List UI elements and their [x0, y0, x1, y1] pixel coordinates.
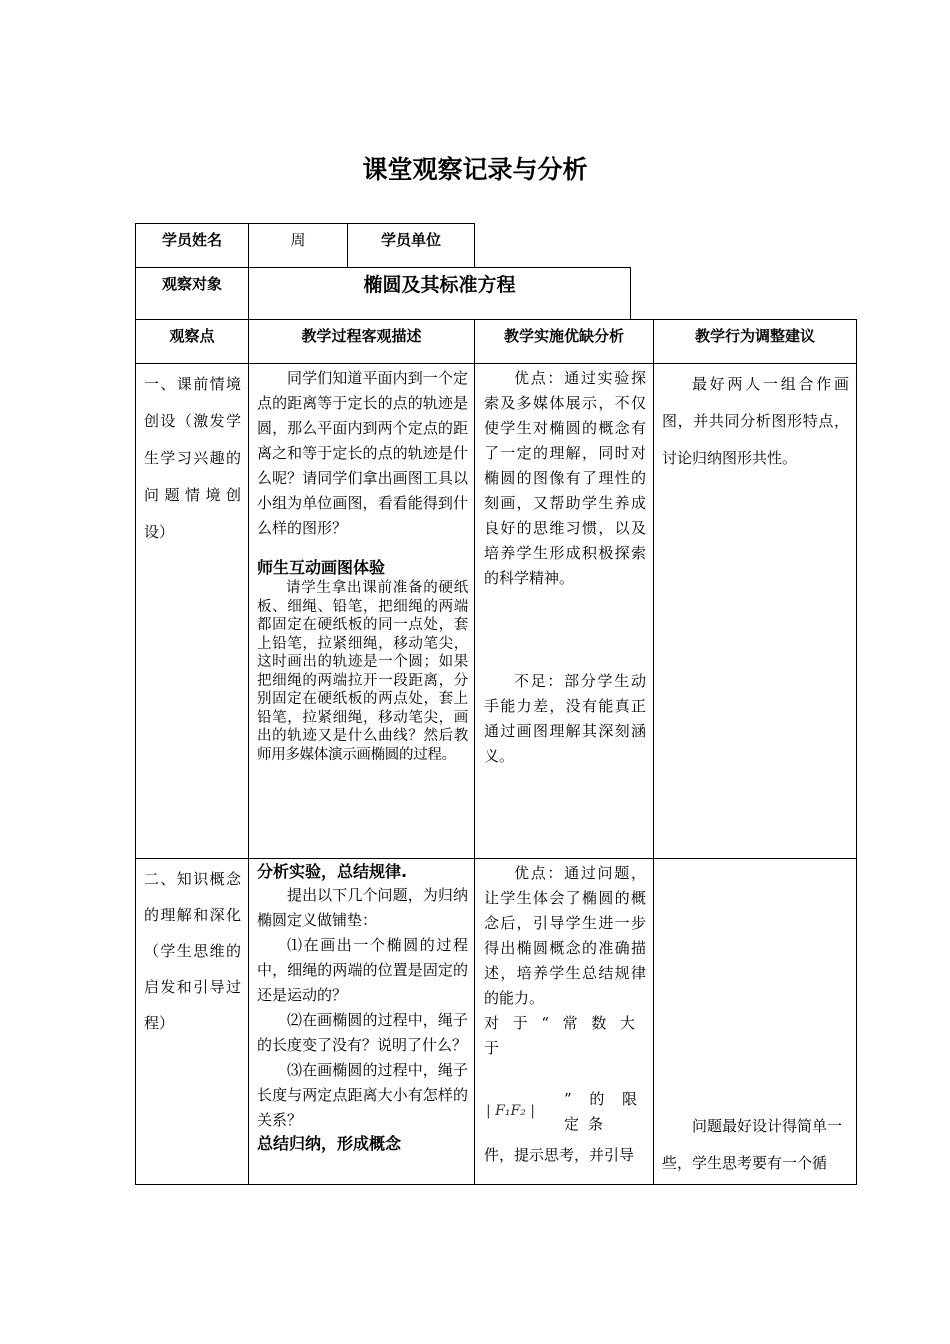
row1-analysis-pro: 优点：通过实验探索及多媒体展示，不仅使学生对椭圆的概念有了一定的理解，同时对椭圆的图像有了理性的刻画，又帮助学生养成良好的思维习惯，以及培养学生形成积极探索的科学精神。 — [484, 369, 646, 587]
row1-suggestion — [662, 366, 849, 477]
row2-analysis-line3: 件，提示思考，并引导 — [484, 1146, 635, 1164]
row1-suggestion-text: 最好两人一组合作画图，并共同分析图形特点，讨论归纳图形共性。 — [662, 375, 849, 467]
row1-analysis — [484, 366, 646, 769]
unit-label: 学员单位 — [380, 231, 441, 249]
row2-analysis-text: 优点：通过问题，让学生体会了椭圆的概念后，引导学生进一步得出椭圆概念的准确描述，培养学生总结规律的能力。 — [484, 864, 646, 1007]
header-suggestion: 教学行为调整建议 — [694, 327, 815, 345]
row1-process-heading: 师生互动画图体验 — [257, 558, 386, 577]
row1-process — [257, 366, 468, 764]
row2-analysis-line2b: ”的限定条 — [564, 1090, 646, 1133]
row2-suggestion-line2: 些，学生思考要有一个循 — [662, 1154, 828, 1172]
page-title: 课堂观察记录与分析 — [362, 155, 588, 184]
row2-question-2: ⑵在画椭圆的过程中，绳子的长度变了没有？说明了什么？ — [257, 1011, 468, 1054]
row2-process-intro: 提出以下几个问题，为归纳椭圆定义做铺垫： — [257, 886, 468, 929]
target-value: 椭圆及其标准方程 — [363, 274, 516, 296]
row1-process-detail: 请学生拿出课前准备的硬纸板、细绳、铅笔，把细绳的两端都固定在硬纸板的同一点处，套上铅笔，拉紧细绳，移动笔尖，这时画出的轨迹是一个圆；如果把细绳的两端拉开一段距离，分别固定在硬纸板的两点处，套上铅笔，拉紧细绳，移动笔尖，画出的轨迹又是什么曲线？然后教师用多媒体演示画椭圆的过程。 — [257, 580, 468, 763]
name-label: 学员姓名 — [161, 231, 222, 249]
row1-analysis-con: 不足：部分学生动手能力差，没有能真正通过画图理解其深刻涵义。 — [484, 672, 646, 765]
name-value: 周 — [290, 231, 306, 249]
row1-point: 一、课前情境创设（激发学生学习兴趣的问题情境创设） — [144, 375, 241, 541]
row2-process — [257, 861, 468, 1155]
row2-point: 二、知识概念的理解和深化（学生思维的启发和引导过程） — [144, 870, 241, 1032]
row2-process-heading: 分析实验，总结规律. — [257, 862, 408, 881]
header-analysis: 教学实施优缺分析 — [503, 327, 624, 345]
row2-analysis-line2a: 对于“常数大于 — [484, 1014, 646, 1057]
row2-analysis — [484, 861, 646, 1168]
f1f2-formula: | F₁F₂ | — [486, 1103, 535, 1119]
row2-process-heading2: 总结归纳，形成概念 — [257, 1134, 402, 1153]
row2-question-1: ⑴在画出一个椭圆的过程中，细绳的两端的位置是固定的还是运动的？ — [257, 936, 468, 1004]
row2-suggestion-line1: 问题最好设计得简单一 — [692, 1117, 843, 1135]
row1-process-intro: 同学们知道平面内到一个定点的距离等于定长的点的轨迹是圆，那么平面内到两个定点的距离之和等于定长的点的轨迹是什么呢？请同学们拿出画图工具以小组为单位画图，看看能得到什么样的图形？ — [257, 369, 468, 537]
row2-question-3: ⑶在画椭圆的过程中，绳子长度与两定点距离大小有怎样的关系？ — [257, 1061, 468, 1129]
header-point: 观察点 — [169, 327, 215, 345]
header-process: 教学过程客观描述 — [301, 327, 422, 345]
row2-analysis-formula — [484, 1061, 646, 1141]
row2-suggestion — [662, 1108, 852, 1182]
target-label: 观察对象 — [161, 275, 222, 293]
